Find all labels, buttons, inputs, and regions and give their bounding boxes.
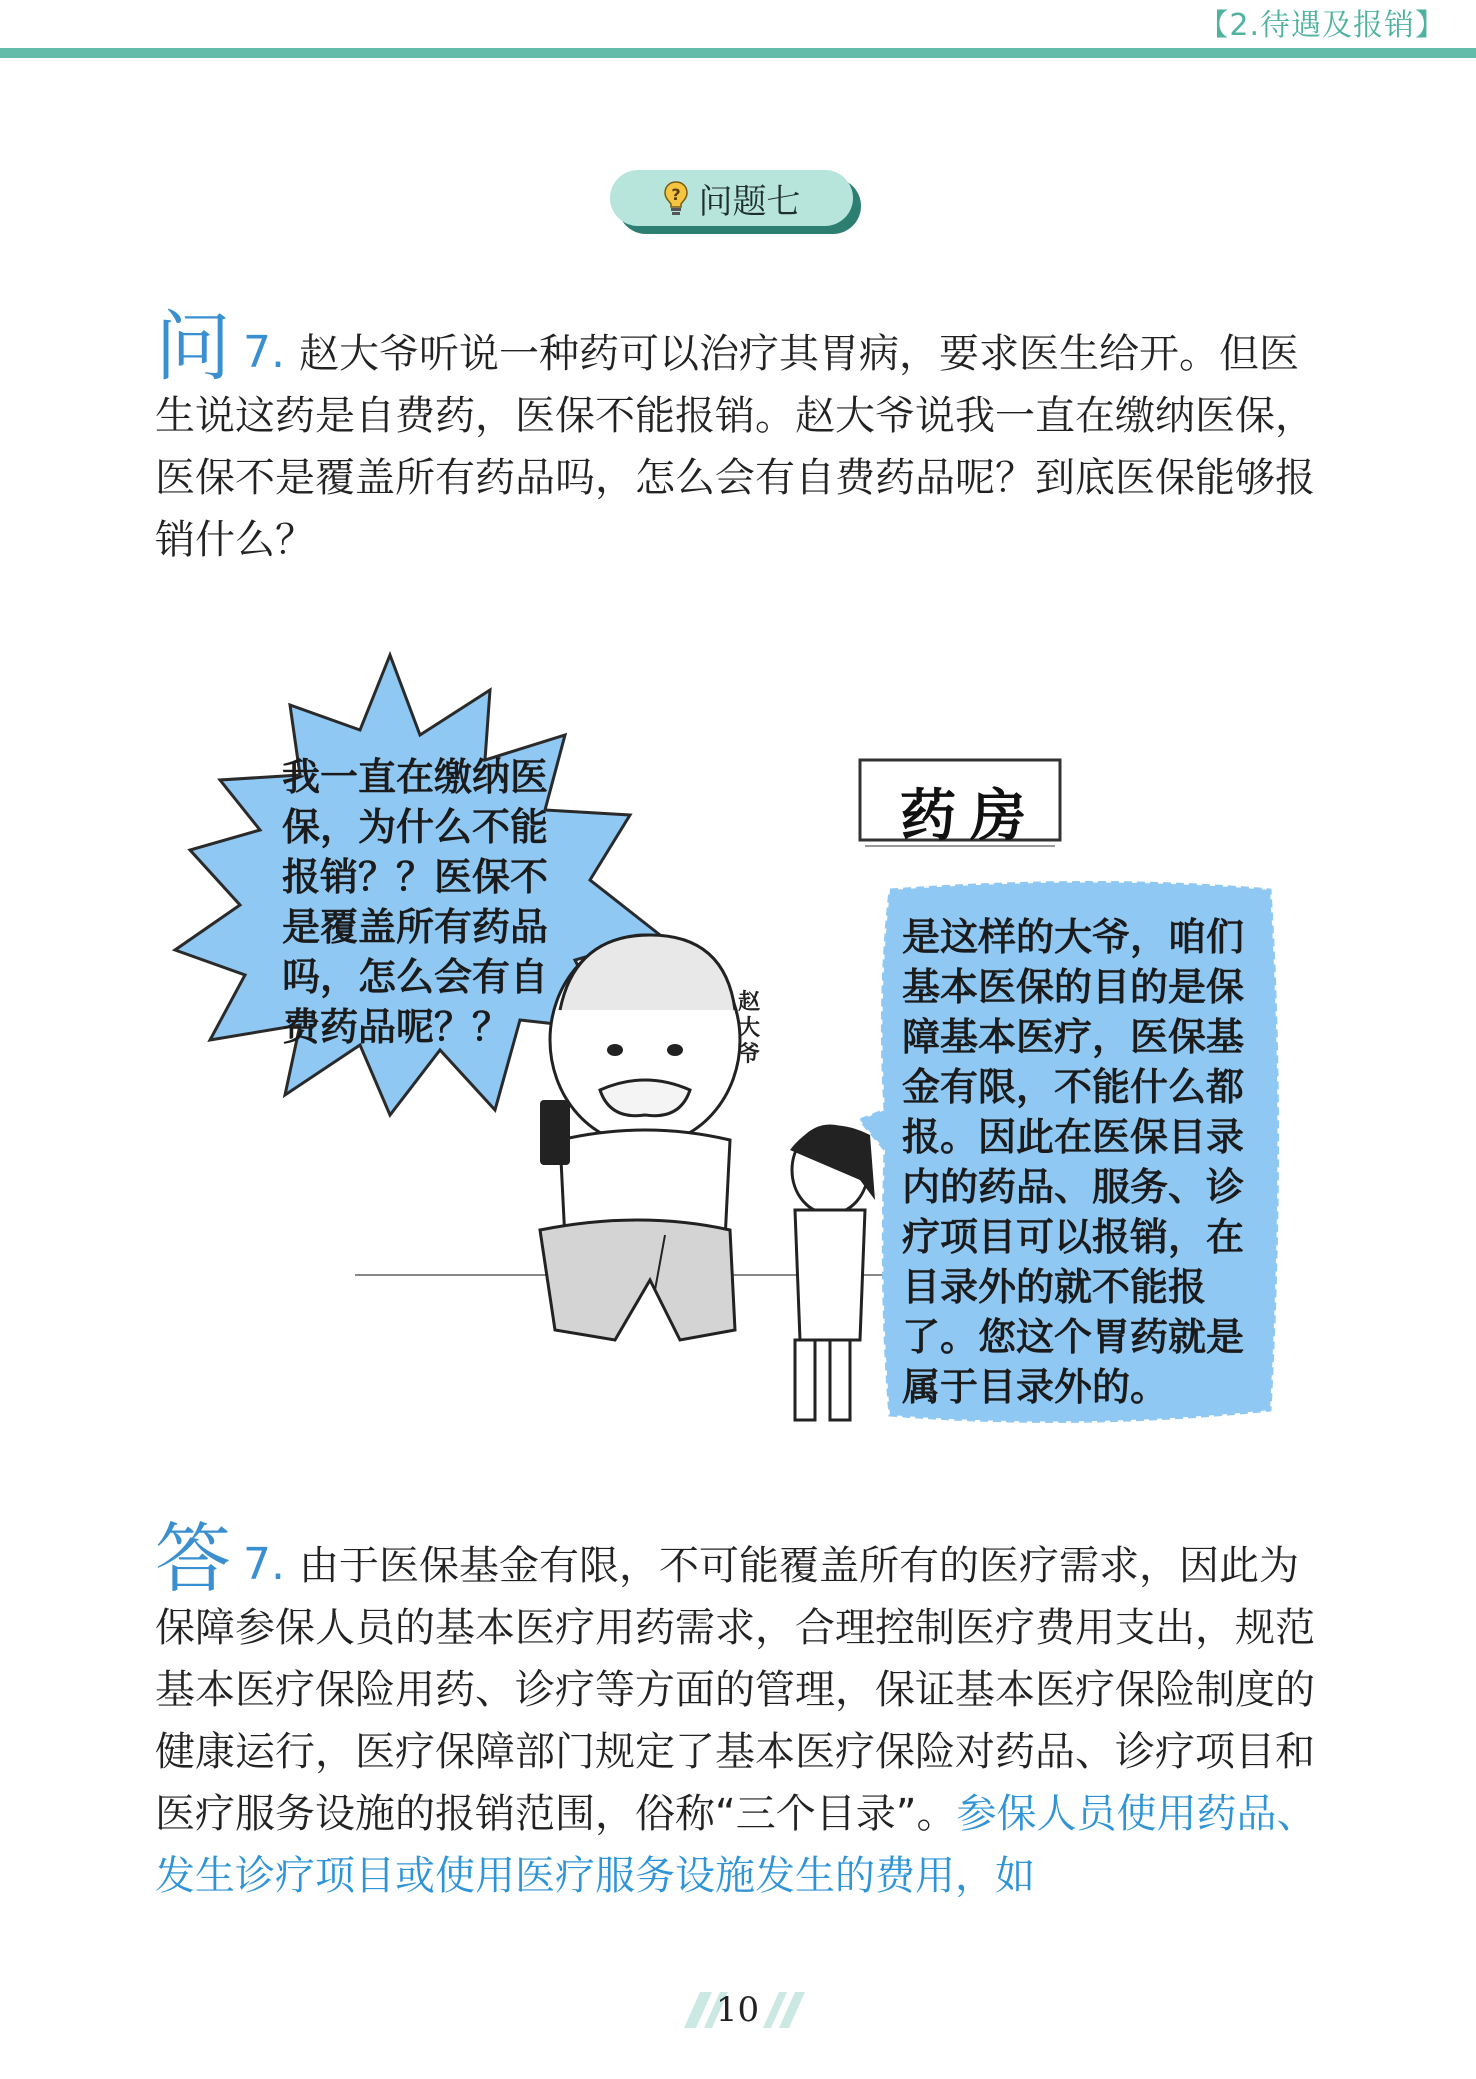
pharmacist-figure bbox=[790, 1125, 875, 1420]
answer-text: 由于医保基金有限，不可能覆盖所有的医疗需求，因此为保障参保人员的基本医疗用药需求，合理控制医疗费用支出，规范基本医疗保险用药、诊疗等方面的管理，保证基本医疗保险制度的健康运行，医疗保障部门规定了基本医疗保险对药品、诊疗项目和医疗服务设施的报销范围，俗称“三个目录”。 bbox=[155, 1543, 1315, 1837]
right-bubble-text: 是这样的大爷，咱们基本医保的目的是保障基本医疗，医保基金有限，不能什么都报。因此在医保目录内的药品、服务、诊疗项目可以报销，在目录外的就不能报了。您这个胃药就是属于目录外的。 bbox=[902, 915, 1245, 1409]
answer-highlight: 参保人员使用药品、发生诊疗项目或使用医疗服务设施发生的费用，如 bbox=[155, 1791, 1317, 1899]
pharmacy-sign-text: 药房 bbox=[900, 783, 1040, 849]
page-number-area bbox=[670, 1990, 805, 2030]
left-bubble-text: 我一直在缴纳医保，为什么不能报销？？医保不是覆盖所有药品吗，怎么会有自费药品呢？？ bbox=[282, 755, 549, 1049]
lightbulb-question-icon bbox=[663, 180, 689, 216]
answer-mark: 答 bbox=[155, 1514, 233, 1603]
badge-label: 问题七 bbox=[698, 181, 801, 222]
answer-block bbox=[155, 1514, 1330, 1907]
answer-number: 7. bbox=[243, 1539, 285, 1590]
svg-text:?: ? bbox=[670, 185, 681, 204]
question-text: 赵大爷听说一种药可以治疗其胃病，要求医生给开。但医生说这药是自费药，医保不能报销。赵大爷说我一直在缴纳医保，医保不是覆盖所有药品吗，怎么会有自费药品呢？到底医保能够报销什么？ bbox=[155, 331, 1315, 563]
page-number: 10 bbox=[715, 1990, 760, 2030]
question-badge bbox=[610, 170, 853, 226]
top-rule bbox=[0, 48, 1476, 58]
question-block bbox=[155, 302, 1330, 571]
question-number: 7. bbox=[243, 327, 285, 378]
section-tag: 【2.待遇及报销】 bbox=[1198, 8, 1446, 43]
old-man-figure bbox=[540, 935, 740, 1340]
question-mark: 问 bbox=[155, 302, 233, 391]
character-name-tag: 赵大爷 bbox=[738, 990, 761, 1067]
